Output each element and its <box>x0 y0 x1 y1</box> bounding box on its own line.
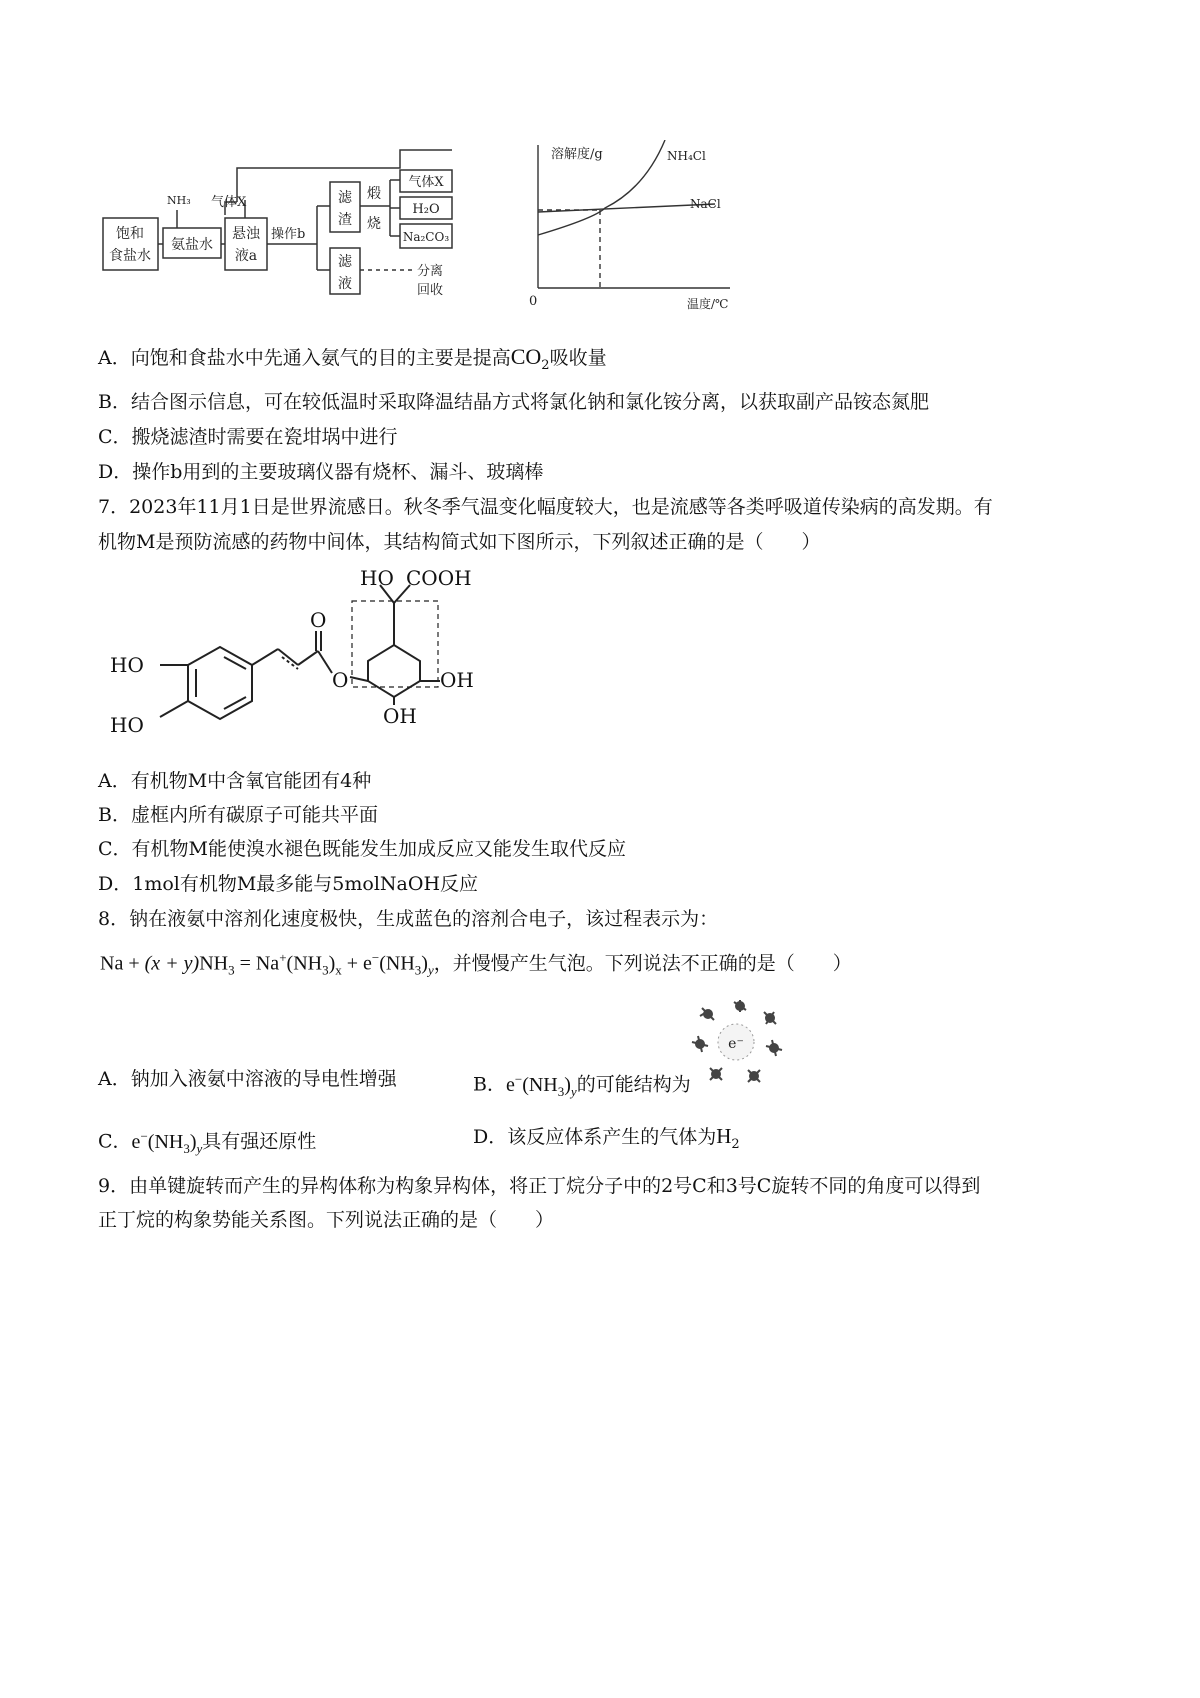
label-ho-ring2: HO <box>110 713 144 737</box>
flow-box-saturated-brine-l1: 饱和 <box>116 226 144 242</box>
q8-option-c-pre: C． <box>98 1130 132 1153</box>
q6-option-a-chem: CO <box>510 344 542 369</box>
label-o-ester: O <box>332 668 349 692</box>
q8-option-b: B．$e^-(NH_3)_y$的可能结构为 <box>473 1071 691 1099</box>
q7-option-a: A．有机物M中含氧官能团有4种 <box>98 770 372 792</box>
label-ho-ring1: HO <box>110 653 144 677</box>
q8-c-nh3: (NH <box>147 1130 184 1153</box>
flow-box-ammonia-brine: 氨盐水 <box>171 237 213 253</box>
q8-option-d <box>473 1122 740 1159</box>
cluster-e-label: e⁻ <box>728 1036 744 1052</box>
q8-row-ab <box>98 1065 691 1099</box>
label-oh-right: OH <box>440 668 474 692</box>
flow-label-nh3: NH₃ <box>167 194 191 207</box>
chart-ylabel: 溶解度/g <box>551 147 603 162</box>
q9-stem-line2: 正丁烷的构象势能关系图。下列说法正确的是（ ） <box>98 1209 555 1231</box>
flow-label-operation-b: 操作b <box>271 227 306 242</box>
q6-option-b: B．结合图示信息，可在较低温时采取降温结晶方式将氯化钠和氯化铵分离，以获取副产品铵态氮肥 <box>98 391 929 413</box>
eq-xy: (x + y) <box>144 952 200 975</box>
flow-box-filtrate-l1: 滤 <box>338 254 352 270</box>
q6-option-c: C．搬烧滤渣时需要在瓷坩埚中进行 <box>98 426 398 448</box>
eq-sub3: 3 <box>228 962 235 978</box>
eq-minus-sup: − <box>371 950 380 965</box>
flow-box-na2co3: Na₂CO₃ <box>402 230 450 244</box>
q8-equation: $Na + (x + y)NH_3 = Na^+(NH_3)_x + e^-(NH_3)_y$，并慢慢产生气泡。下列说法不正确的是（ ） <box>100 950 852 978</box>
benzene-ring <box>188 647 252 719</box>
chart-legend-nh4cl: NH₄Cl <box>667 149 706 163</box>
flow-box-saturated-brine-l2: 食盐水 <box>109 248 151 264</box>
q7-stem-line1: 7．2023年11月1日是世界流感日。秋冬季气温变化幅度较大，也是流感等各类呼吸道传染病的高发期。有 <box>98 496 993 518</box>
eq-sub3c: 3 <box>414 962 422 978</box>
q7-stem-line2: 机物M是预防流感的药物中间体，其结构简式如下图所示，下列叙述正确的是（ ） <box>98 531 821 553</box>
q8-c-sub3: 3 <box>183 1140 190 1156</box>
q6-option-a-sub: 2 <box>541 357 550 373</box>
q9-stem-line1: 9．由单键旋转而产生的异构体称为构象异构体，将正丁烷分子中的2号C和3号C旋转不同的角度可以得到 <box>98 1175 981 1197</box>
q8-option-d-chem: H <box>716 1124 732 1148</box>
flow-box-suspension-l1: 悬浊 <box>232 226 260 242</box>
cyclohexane-ring <box>368 645 420 697</box>
q6-option-a-post: 吸收量 <box>549 347 607 369</box>
q8-option-b-post: 的可能结构为 <box>576 1073 691 1096</box>
flow-box-h2o: H₂O <box>412 202 440 217</box>
q8-row-cd <box>98 1122 740 1163</box>
solubility-chart <box>525 140 755 320</box>
eq-e: + e <box>341 952 372 975</box>
label-oh-bottom: OH <box>383 704 417 728</box>
q8-option-a: A．钠加入液氨中溶液的导电性增强 <box>98 1068 397 1090</box>
q6-option-a-pre: A．向饱和食盐水中先通入氨气的目的主要是提高 <box>98 347 511 369</box>
q8-b-minus: − <box>514 1071 523 1086</box>
chart-xlabel: 温度/℃ <box>687 297 729 311</box>
flow-label-recover: 回收 <box>417 283 444 298</box>
molecule-m-structure <box>100 565 500 750</box>
label-cooh: COOH <box>406 566 472 590</box>
eq-nh3: NH <box>199 952 229 975</box>
eq-plus-sup: + <box>279 950 287 965</box>
q8-option-b-pre: B． <box>473 1073 506 1096</box>
flow-label-calcine-l1: 煅 <box>367 186 381 202</box>
q8-b-sub3: 3 <box>557 1083 565 1099</box>
flow-label-calcine-l2: 烧 <box>367 216 381 232</box>
flow-box-residue-l2: 渣 <box>338 212 352 228</box>
eq-nh3c: (NH <box>379 952 415 975</box>
series-nacl-line <box>538 204 715 212</box>
flow-box-residue-l1: 滤 <box>338 190 352 206</box>
eq-sub-y: y <box>427 962 434 978</box>
flow-label-gas-x-top: 气体X <box>211 195 247 210</box>
q6-option-d: D．操作b用到的主要玻璃仪器有烧杯、漏斗、玻璃棒 <box>98 461 544 483</box>
eq-sub-x: x <box>335 962 342 978</box>
q7-option-d: D．1mol有机物M最多能与5molNaOH反应 <box>98 873 479 895</box>
q8-b-sub-y: y <box>570 1083 577 1099</box>
q8-c-sub-y: y <box>196 1140 203 1156</box>
flow-box-gas-x: 气体X <box>408 175 444 190</box>
eq-sub3b: 3 <box>322 962 329 978</box>
chart-origin: 0 <box>529 294 538 309</box>
flow-box-suspension-l2: 液a <box>234 248 258 264</box>
eq-nh3b: (NH <box>286 952 323 975</box>
solvated-electron-cluster <box>688 998 788 1088</box>
q8-stem: 8．钠在液氨中溶剂化速度极快，生成蓝色的溶剂合电子，该过程表示为： <box>98 908 719 930</box>
q7-option-c: C．有机物M能使溴水褪色既能发生加成反应又能发生取代反应 <box>98 838 626 860</box>
q8-option-d-pre: D．该反应体系产生的气体为 <box>473 1126 717 1148</box>
flow-box-filtrate-l2: 液 <box>338 276 352 292</box>
eq-na: Na + <box>100 952 145 975</box>
label-ho-top: HO <box>360 566 394 590</box>
eq-tail: ，并慢慢产生气泡。下列说法不正确的是（ ） <box>433 952 852 975</box>
q8-option-c-post: 具有强还原性 <box>202 1130 317 1153</box>
chart-legend-nacl: NaCl <box>690 197 721 211</box>
q6-option-a <box>98 343 607 380</box>
eq-equals-na: = Na <box>234 952 280 975</box>
q8-b-nh3: (NH <box>522 1073 558 1096</box>
flow-label-separate: 分离 <box>417 264 444 279</box>
q8-option-d-sub: 2 <box>731 1136 740 1152</box>
label-o-carbonyl: O <box>310 608 327 632</box>
q8-c-minus: − <box>140 1128 148 1143</box>
q7-option-b: B．虚框内所有碳原子可能共平面 <box>98 804 378 826</box>
process-flow-diagram <box>95 140 525 320</box>
q8-option-c: C．$e^-(NH_3)_y$具有强还原性 <box>98 1128 317 1156</box>
